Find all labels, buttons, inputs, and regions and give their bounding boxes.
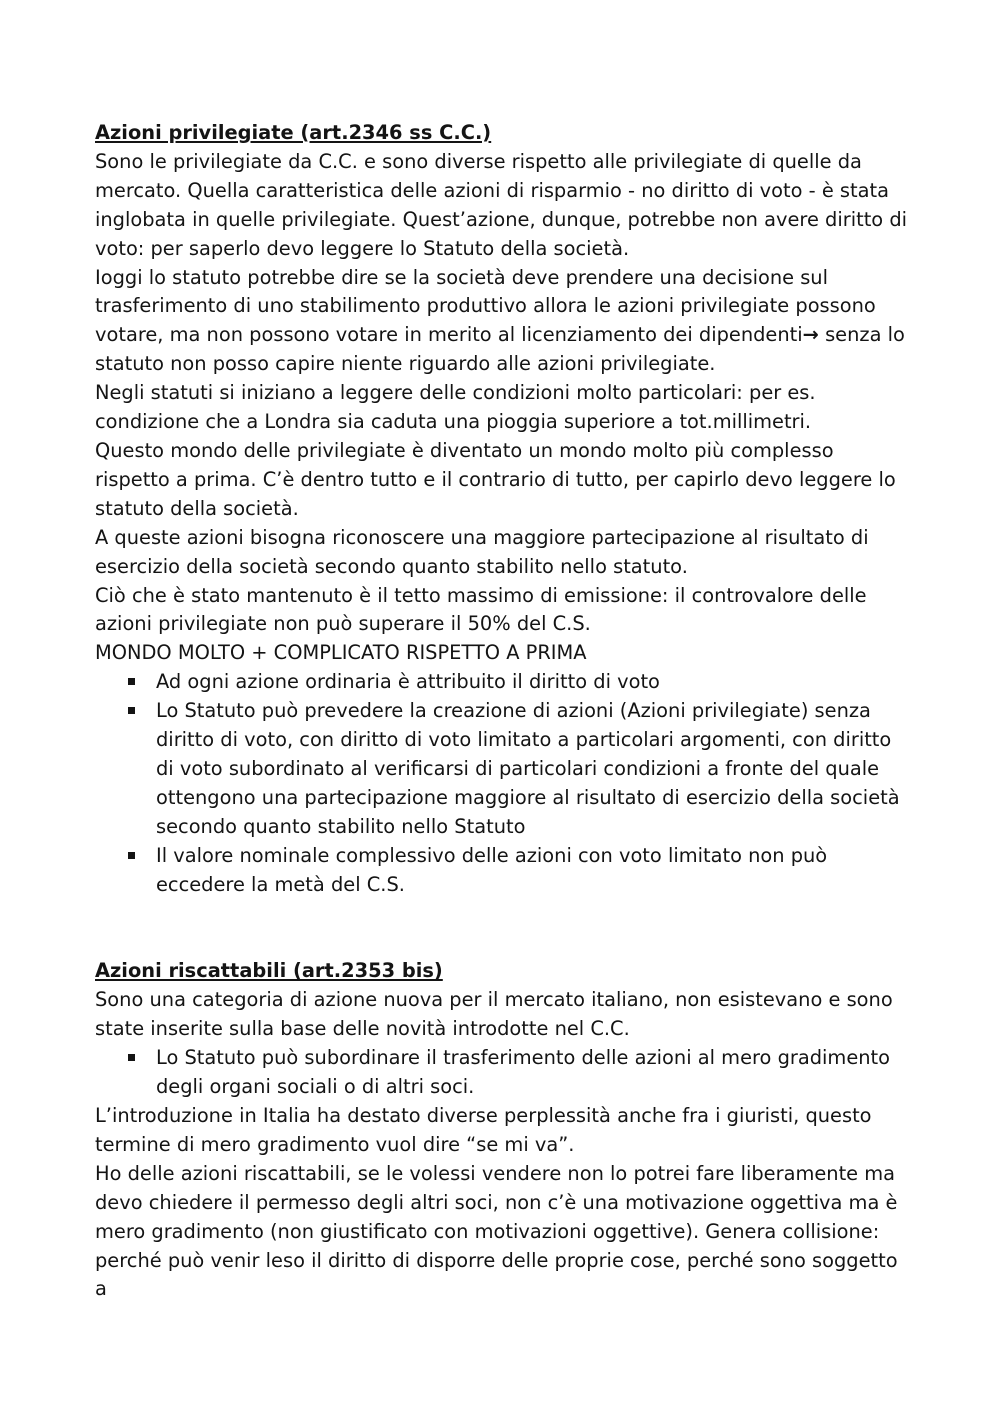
paragraph: Negli statuti si iniziano a leggere delle condizioni molto particolari: per es. condizione che a Londra sia caduta una pioggia superiore a tot.millimetri. (95, 381, 816, 434)
paragraph: Ciò che è stato mantenuto è il tetto massimo di emissione: il controvalore delle azioni privilegiate non può superare il 50% del C.S. (95, 583, 867, 636)
paragraph: L’introduzione in Italia ha destato diverse perplessità anche fra i giuristi, questo termine di mero gradimento vuol dire “se mi va”. (95, 1104, 872, 1156)
paragraph: A queste azioni bisogna riconoscere una maggiore partecipazione al risultato di esercizio della società secondo quanto stabilito nello statuto. (95, 525, 869, 578)
paragraph: Questo mondo delle privilegiate è diventato un mondo molto più complesso rispetto a prima. C’è dentro tutto e il contrario di tutto, per capirlo devo leggere lo statuto della società. (95, 438, 896, 520)
list-item: Lo Statuto può subordinare il trasferimento delle azioni al mero gradimento degli organi sociali o di altri soci. (156, 1044, 910, 1102)
document-body (95, 119, 910, 1304)
bullet-list (95, 668, 910, 899)
paragraph-with-arrow (95, 264, 910, 380)
list-item: Ad ogni azione ordinaria è attribuito il diritto di voto (156, 668, 910, 697)
section-spacer (95, 899, 910, 957)
paragraph: Sono una categoria di azione nuova per il mercato italiano, non esistevano e sono state inserite sulla base delle novità introdotte nel C.C. (95, 988, 893, 1041)
bullet-list (95, 1044, 910, 1102)
paragraph: Sono le privilegiate da C.C. e sono diverse rispetto alle privilegiate di quelle da mercato. Quella caratteristica delle azioni di risparmio - no diritto di voto - è stata inglobata in quelle privilegiate. Quest’azione, dunque, potrebbe non avere diritto di voto: per saperlo devo leggere lo Statuto della società. (95, 149, 908, 260)
paragraph: Ho delle azioni riscattabili, se le volessi vendere non lo potrei fare liberamente ma devo chiedere il permesso degli altri soci, non c’è una motivazione oggettiva ma è mero gradimento (non giustificato con motivazioni oggettive). Genera collisione: perché può venir leso il diritto di disporre delle proprie cose, perché sono soggetto a (95, 1161, 898, 1301)
section-heading-azioni-privilegiate: Azioni privilegiate (art.2346 ss C.C.) (95, 121, 492, 144)
list-item: Il valore nominale complessivo delle azioni con voto limitato non può eccedere la metà del C.S. (156, 842, 910, 900)
paragraph-text: Ioggi lo statuto potrebbe dire se la società deve prendere una decisione sul trasferimento di uno stabilimento produttivo allora le azioni privilegiate possono votare, ma non possono votare in merito al licenziamento dei dipendenti (95, 265, 876, 347)
arrow-right-icon: → (802, 323, 819, 347)
list-item: Lo Statuto può prevedere la creazione di azioni (Azioni privilegiate) senza diritto di voto, con diritto di voto limitato a particolari argomenti, con diritto di voto subordinato al verificarsi di particolari condizioni a fronte del quale ottengono una partecipazione maggiore al risultato di esercizio della società secondo quanto stabilito nello Statuto (156, 697, 910, 842)
section-heading-azioni-riscattabili: Azioni riscattabili (art.2353 bis) (95, 959, 443, 983)
paragraph-caps-note: MONDO MOLTO + COMPLICATO RISPETTO A PRIMA (95, 641, 587, 665)
paragraph-text: senza lo statuto non posso capire niente riguardo alle azioni privilegiate. (95, 323, 905, 376)
